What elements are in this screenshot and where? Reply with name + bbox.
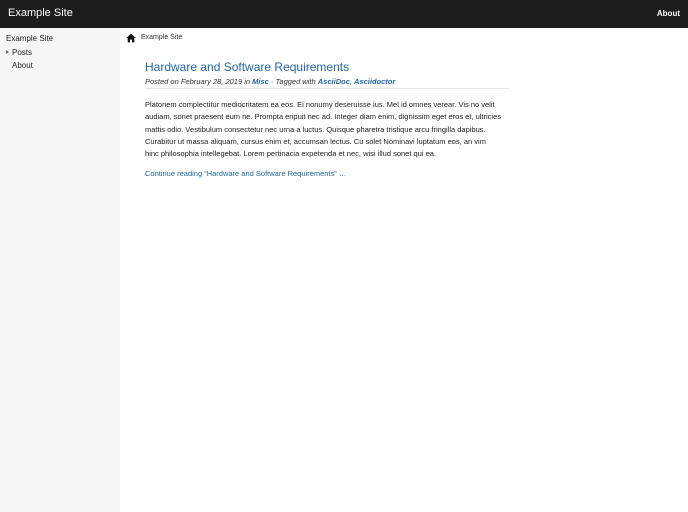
breadcrumb-item[interactable]: Example Site xyxy=(141,34,183,41)
main-content xyxy=(120,28,688,512)
continue-reading-link[interactable]: Continue reading “Hardware and Software Requirements” … xyxy=(145,169,347,179)
post-excerpt: Platonem complectitur mediocritatem ea eos. Ei nonumy deseruisse ius. Mel id omnes verear. Vis no velit audiam, sonet praesent eum ne. Prompta eripuit nec ad. Integer diam enim, dignissim eget eros et, ultricies mattis odio. Vestibulum consectetur nec urna a luctus. Quisque pharetra tristique arcu fringilla dapibus. Curabitur ut massa aliquam, cursus enim et, accumsan lectus. Cu solet Nominavi luptatum eos, an vim hinc philosophia intellegebat. Lorem pertinacia expetenda et nec, wisi illud sonet qui ea. xyxy=(145,100,502,159)
post-title-link[interactable]: Hardware and Software Requirements xyxy=(145,60,350,74)
post-summary xyxy=(145,60,505,178)
post-date-text: Posted on February 28, 2019 in xyxy=(145,77,253,86)
nav-about-link[interactable]: About xyxy=(656,9,680,18)
category-link[interactable]: Misc xyxy=(252,77,269,86)
tagged-with-text: · Tagged with xyxy=(268,77,318,86)
caret-right-icon[interactable] xyxy=(6,50,9,54)
sidebar xyxy=(0,28,120,512)
sidebar-item-about[interactable]: About xyxy=(12,61,33,70)
tag-link-asciidoctor[interactable]: Asciidoctor xyxy=(354,77,396,86)
sidebar-item-posts[interactable]: Posts xyxy=(12,48,33,57)
post-meta xyxy=(145,77,509,89)
tag-link-asciidoc[interactable]: AsciiDoc xyxy=(317,77,350,86)
top-navbar xyxy=(0,0,688,28)
sidebar-title[interactable]: Example Site xyxy=(6,34,54,43)
home-icon[interactable] xyxy=(126,33,136,43)
site-title-link[interactable]: Example Site xyxy=(8,7,73,19)
breadcrumb xyxy=(120,28,688,48)
tag-separator: , xyxy=(349,77,355,86)
